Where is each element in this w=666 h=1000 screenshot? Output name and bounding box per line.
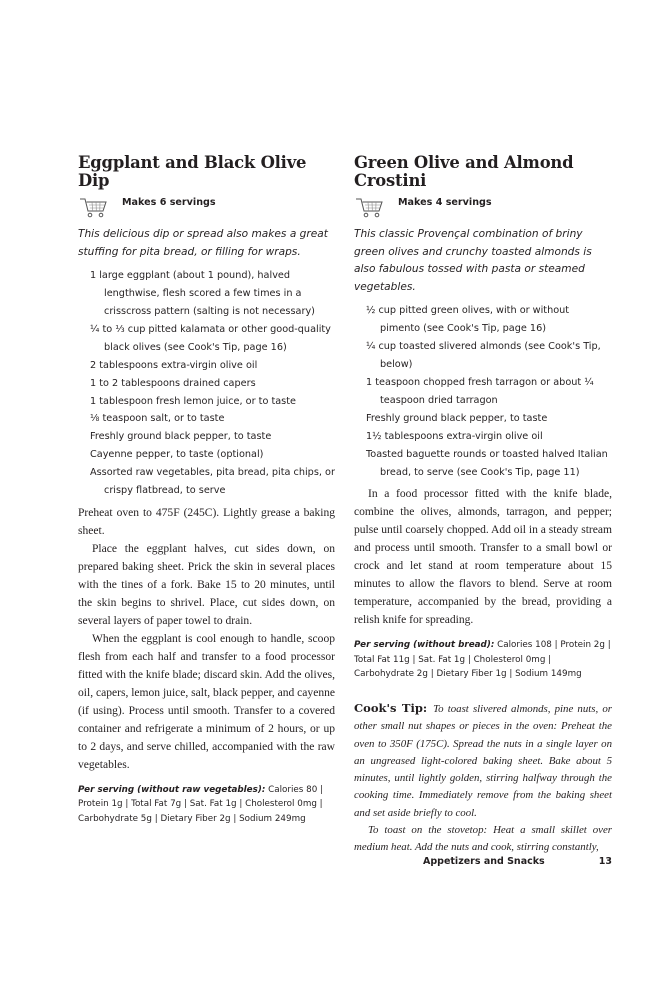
ingredient-item: Freshly ground black pepper, to taste: [90, 431, 272, 443]
nutrition-label: Per serving (without raw vegetables):: [78, 784, 266, 795]
cooks-tip: [354, 700, 612, 822]
nutrition-info: [354, 638, 612, 682]
ingredient-item: Freshly ground black pepper, to taste: [366, 412, 548, 424]
ingredient-item: 1 to 2 tablespoons drained capers: [90, 377, 256, 389]
ingredient-item: 1 large eggplant (about 1 pound), halved lengthwise, flesh scored a few times in a crisscross pattern (salting is not necessary): [90, 270, 315, 317]
ingredient-item: ⅛ teaspoon salt, or to taste: [90, 413, 225, 425]
servings-text: Makes 4 servings: [398, 197, 492, 208]
ingredient-item: 1 teaspoon chopped fresh tarragon or about ¼ teaspoon dried tarragon: [366, 377, 594, 406]
method-paragraph: When the eggplant is cool enough to handle, scoop flesh from each half and transfer to a food processor fitted with the knife blade; discard skin. Add the olives, oil, capers, lemon juice, salt, black pepper, and cayenne (if using). Process until smooth. Transfer to a covered container and refrigerate a minimum of 2 hours, or up to 2 days, and serve chilled, accompanied with the raw vegetables.: [78, 632, 335, 771]
ingredients-list: [354, 302, 612, 481]
page-number: 13: [598, 856, 612, 867]
recipe-title: Green Olive and Almond Crostini: [354, 153, 574, 190]
ingredient-item: 1 tablespoon fresh lemon juice, or to taste: [90, 395, 296, 407]
ingredients-list: [78, 267, 335, 500]
recipe-intro: This delicious dip or spread also makes a great stuffing for pita bread, or filling for wraps.: [78, 228, 328, 258]
ingredient-item: ¼ cup toasted slivered almonds (see Cook's Tip, below): [366, 341, 601, 371]
recipe-intro: This classic Provençal combination of briny green olives and crunchy toasted almonds is also fabulous tossed with pasta or steamed vegetables.: [354, 228, 592, 293]
nutrition-label: Per serving (without bread):: [354, 640, 495, 651]
ingredient-item: 2 tablespoons extra-virgin olive oil: [90, 359, 258, 371]
cooks-tip-label: Cook's Tip:: [354, 700, 428, 715]
ingredient-item: Cayenne pepper, to taste (optional): [90, 449, 264, 461]
shopping-cart-icon: [78, 193, 108, 220]
nutrition-values: Calories 108 | Protein 2g | Total Fat 11g | Sat. Fat 1g | Cholesterol 0mg | Carbohydrate 2g | Dietary Fiber 1g | Sodium 149mg: [354, 640, 611, 680]
recipe-title: Eggplant and Black Olive Dip: [78, 153, 307, 190]
ingredient-item: ¼ to ⅓ cup pitted kalamata or other good-quality black olives (see Cook's Tip, page 16): [90, 323, 331, 353]
nutrition-info: [78, 783, 335, 827]
ingredient-item: 1½ tablespoons extra-virgin olive oil: [366, 430, 543, 442]
servings-row: [78, 193, 335, 223]
method-paragraph: Preheat oven to 475F (245C). Lightly grease a baking sheet.: [78, 506, 335, 537]
servings-text: Makes 6 servings: [122, 197, 216, 208]
recipe-eggplant-dip: [78, 154, 335, 826]
shopping-cart-icon: [354, 193, 384, 220]
servings-row: [354, 193, 612, 223]
method-paragraph: Place the eggplant halves, cut sides down, on prepared baking sheet. Prick the skin in several places with the tines of a fork. Bake 15 to 20 minutes, until the skin begins to shrivel. Place, cut sides down, on several layers of paper towel to drain.: [78, 542, 335, 627]
section-name: Appetizers and Snacks: [423, 856, 545, 867]
recipe-olive-crostini: [354, 154, 612, 857]
nutrition-values: Calories 80 | Protein 1g | Total Fat 7g | Sat. Fat 1g | Cholesterol 0mg | Carbohydrate 5g | Dietary Fiber 2g | Sodium 249mg: [78, 784, 323, 824]
ingredient-item: ½ cup pitted green olives, with or without pimento (see Cook's Tip, page 16): [366, 305, 570, 335]
ingredient-item: Toasted baguette rounds or toasted halved Italian bread, to serve (see Cook's Tip, page 11): [366, 448, 608, 478]
cooks-tip-text: To toast slivered almonds, pine nuts, or other small nut shapes or pieces in the oven: Preheat the oven to 350F (175C). Spread the nuts in a single layer on an ungreased light-colored baking sheet. Bake about 5 minutes, until lightly golden, stirring halfway through the cooking time. Immediately remove from the baking sheet and set aside briefly to cool.: [354, 702, 612, 819]
ingredient-item: Assorted raw vegetables, pita bread, pita chips, or crispy flatbread, to serve: [90, 467, 335, 497]
method-paragraph: In a food processor fitted with the knife blade, combine the olives, almonds, tarragon, and pepper; pulse until coarsely chopped. Add oil in a steady stream and process until smooth. Transfer to a small bowl or crock and let stand at room temperature about 15 minutes to allow the flavors to blend. Serve at room temperature, accompanied by the bread, providing a relish knife for spreading.: [354, 488, 612, 627]
cooks-tip-continued: To toast on the stovetop: Heat a small skillet over medium heat. Add the nuts and cook, stirring constantly,: [354, 824, 612, 854]
